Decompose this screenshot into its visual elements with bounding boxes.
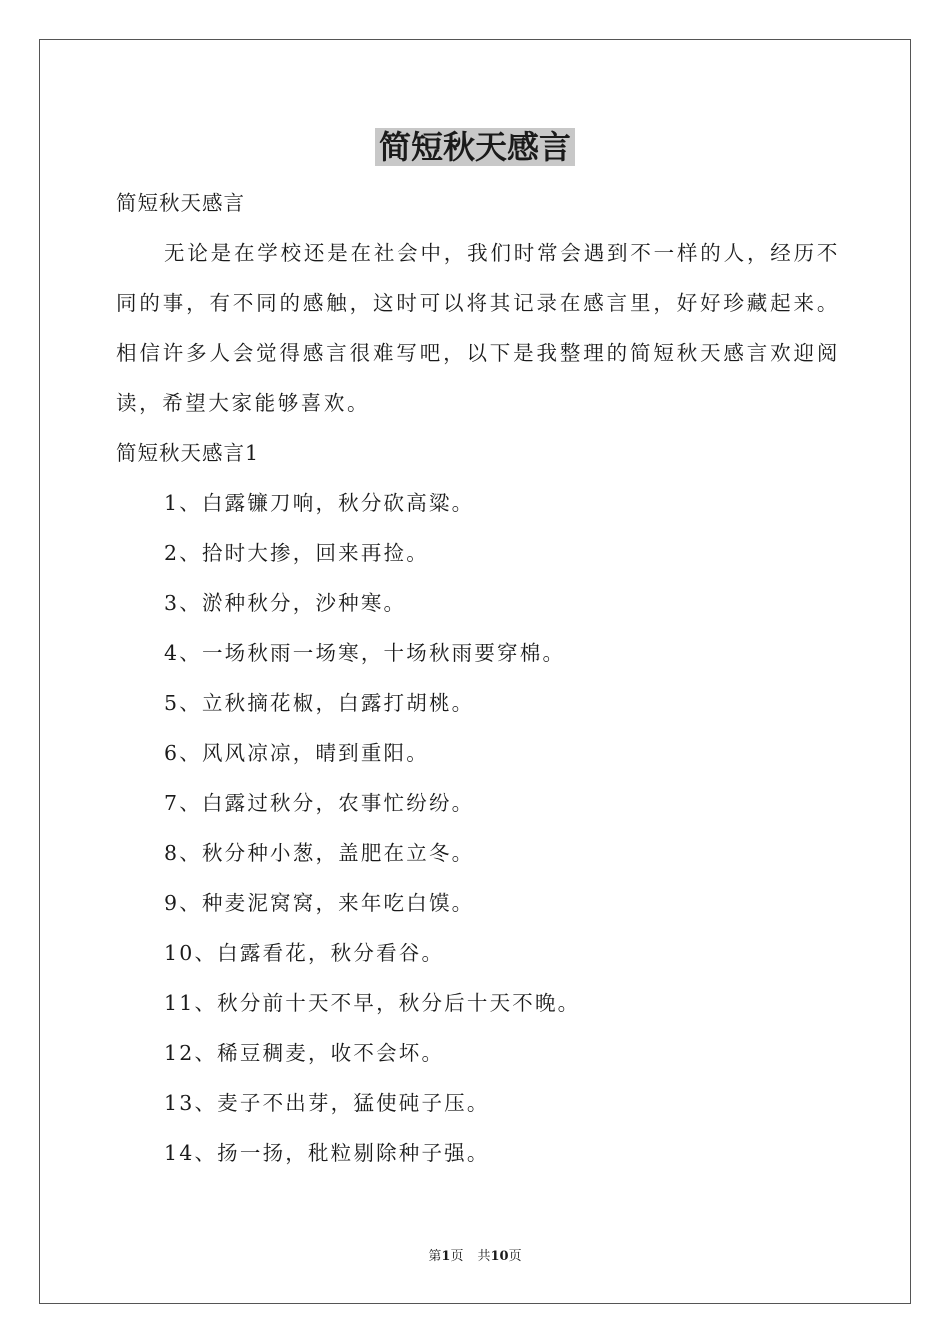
- list-item: 7、白露过秋分，农事忙纷纷。: [164, 791, 475, 815]
- saying-list: [116, 478, 840, 1178]
- intro-paragraph: 无论是在学校还是在社会中，我们时常会遇到不一样的人，经历不同的事，有不同的感触，这时可以将其记录在感言里，好好珍藏起来。相信许多人会觉得感言很难写吧，以下是我整理的简短秋天感言欢迎阅读，希望大家能够喜欢。: [116, 241, 840, 415]
- section-heading: 简短秋天感言1: [116, 441, 260, 465]
- total-prefix: 共: [477, 1249, 491, 1264]
- list-item: 13、麦子不出芽，猛使砘子压。: [164, 1091, 490, 1115]
- list-item: 8、秋分种小葱，盖肥在立冬。: [164, 841, 475, 865]
- list-item: 9、种麦泥窝窝，来年吃白馍。: [164, 891, 475, 915]
- list-item: 14、扬一扬，秕粒剔除种子强。: [164, 1141, 490, 1165]
- page-footer: [0, 1248, 950, 1266]
- list-item: 4、一场秋雨一场寒，十场秋雨要穿棉。: [164, 641, 566, 665]
- list-item: 5、立秋摘花椒，白露打胡桃。: [164, 691, 475, 715]
- list-item: 11、秋分前十天不早，秋分后十天不晚。: [164, 991, 581, 1015]
- total-suffix: 页: [508, 1249, 522, 1264]
- document-body: [116, 178, 840, 1178]
- list-item: 6、风风凉凉，晴到重阳。: [164, 741, 429, 765]
- total-pages: 10: [490, 1249, 509, 1264]
- page-prefix: 第: [428, 1249, 442, 1264]
- document-title-text: 简短秋天感言: [375, 128, 575, 166]
- list-item: 3、淤种秋分，沙种寒。: [164, 591, 407, 615]
- document-title: [0, 124, 950, 170]
- list-item: 10、白露看花，秋分看谷。: [164, 941, 445, 965]
- list-item: 12、稀豆稠麦，收不会坏。: [164, 1041, 445, 1065]
- document-subtitle: 简短秋天感言: [116, 191, 245, 215]
- list-item: 2、拾时大掺，回来再捡。: [164, 541, 429, 565]
- page-suffix: 页: [450, 1249, 464, 1264]
- list-item: 1、白露镰刀响，秋分砍高粱。: [164, 491, 475, 515]
- page-number: 1: [441, 1249, 451, 1264]
